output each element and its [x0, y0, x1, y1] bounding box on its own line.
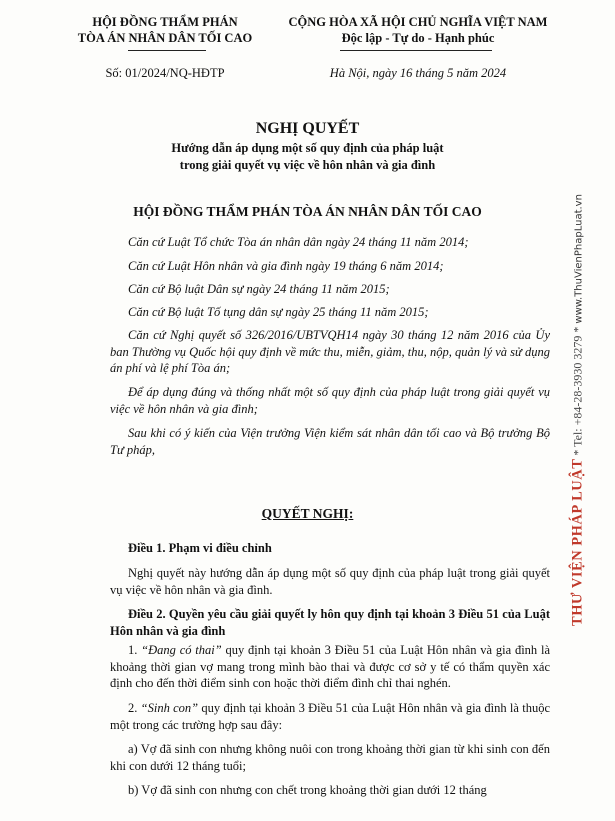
legal-basis-3: Căn cứ Bộ luật Dân sự ngày 24 tháng 11 năm 2015;	[128, 282, 390, 296]
legal-basis-4: Căn cứ Bộ luật Tố tụng dân sự ngày 25 tháng 11 năm 2015;	[128, 305, 429, 319]
header-left-divider	[128, 50, 206, 51]
resolve-heading-text: QUYẾT NGHỊ:	[261, 506, 354, 521]
legal-basis-6: Để áp dụng đúng và thống nhất một số quy định của pháp luật trong giải quyết vụ việc về hôn nhân và gia đình;	[110, 385, 550, 416]
article-1-text: Nghị quyết này hướng dẫn áp dụng một số quy định của pháp luật trong giải quyết vụ việc về hôn nhân và gia đình.	[110, 566, 550, 597]
legal-basis-1: Căn cứ Luật Tổ chức Tòa án nhân dân ngày 24 tháng 11 năm 2014;	[128, 235, 469, 249]
header-right-divider	[340, 50, 492, 51]
legal-basis-2: Căn cứ Luật Hôn nhân và gia đình ngày 19 tháng 6 năm 2014;	[128, 259, 444, 273]
subtitle-line-2: trong giải quyết vụ việc về hôn nhân và gia đình	[179, 158, 436, 172]
legal-basis-5: Căn cứ Nghị quyết số 326/2016/UBTVQH14 ngày 30 tháng 12 năm 2016 của Ủy ban Thường vụ Quốc hội quy định về mức thu, miễn, giảm, thu, nộp, quản lý và sử dụng án phí và lệ phí Tòa án;	[110, 328, 550, 375]
country-name: CỘNG HÒA XÃ HỘI CHỦ NGHĨA VIỆT NAM	[288, 15, 548, 29]
clause-1-term: “Đang có thai”	[141, 643, 222, 657]
clause-2-text: quy định tại khoản 3 Điều 51 của Luật Hôn nhân và gia đình là thuộc một trong các trường hợp sau đây:	[110, 701, 550, 732]
court-name: TÒA ÁN NHÂN DÂN TỐI CAO	[77, 31, 253, 45]
article-2-clause-1	[110, 642, 550, 692]
court-council-header	[60, 14, 270, 46]
watermark-brand: THƯ VIỆN PHÁP LUẬT	[569, 458, 586, 626]
article-1-heading: Điều 1. Phạm vi điều chỉnh	[128, 541, 272, 555]
watermark-site: www.ThuVienPhapLuat.vn	[573, 194, 585, 324]
document-date: Hà Nội, ngày 16 tháng 5 năm 2024	[329, 66, 507, 80]
issuing-council: HỘI ĐỒNG THẨM PHÁN TÒA ÁN NHÂN DÂN TỐI CAO	[133, 204, 482, 219]
document-subtitle	[0, 140, 615, 174]
article-2-clause-2	[110, 700, 550, 733]
national-header	[268, 14, 568, 46]
document-number: Số: 01/2024/NQ-HĐTP	[105, 66, 225, 80]
national-motto: Độc lập - Tự do - Hạnh phúc	[341, 31, 495, 45]
council-name: HỘI ĐỒNG THẨM PHÁN	[92, 15, 238, 29]
clause-1-text: quy định tại khoản 3 Điều 51 của Luật Hôn nhân và gia đình là khoảng thời gian vợ mang trong mình bào thai và được cơ sở y tế có thẩm quyền xác định cho đến thời điểm sinh con hoặc thời điểm đình chỉ thai nghén.	[110, 643, 550, 690]
watermark-phone: * Tel: +84-28-3930 3279 *	[570, 326, 585, 456]
clause-2-term: “Sinh con”	[140, 701, 199, 715]
article-2-heading: Điều 2. Quyền yêu cầu giải quyết ly hôn quy định tại khoản 3 Điều 51 của Luật Hôn nhân và gia đình	[110, 607, 550, 638]
clause-1-number: 1.	[128, 643, 142, 657]
article-2-point-b: b) Vợ đã sinh con nhưng con chết trong khoảng thời gian dưới 12 tháng	[128, 783, 487, 797]
article-2-point-a: a) Vợ đã sinh con nhưng không nuôi con trong khoảng thời gian từ khi sinh con đến khi con dưới 12 tháng tuổi;	[110, 742, 550, 773]
legal-basis-7: Sau khi có ý kiến của Viện trưởng Viện kiểm sát nhân dân tối cao và Bộ trưởng Bộ Tư pháp,	[110, 426, 550, 457]
document-title: NGHỊ QUYẾT	[255, 120, 360, 137]
resolve-heading	[0, 506, 615, 522]
clause-2-number: 2.	[128, 701, 141, 715]
side-watermark	[570, 194, 587, 626]
subtitle-line-1: Hướng dẫn áp dụng một số quy định của pháp luật	[171, 141, 444, 155]
